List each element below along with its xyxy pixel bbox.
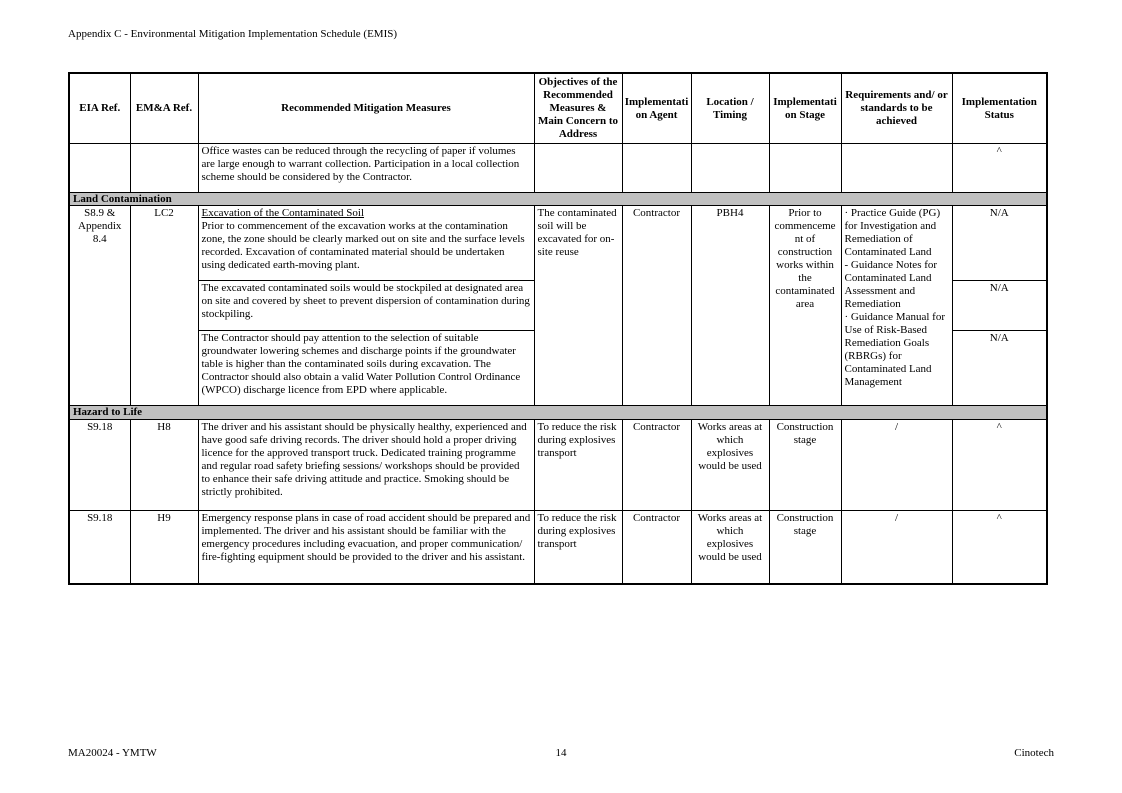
section-label: Hazard to Life [69, 406, 1047, 420]
header-stage: Implementation Stage [769, 73, 841, 144]
measure-body: Prior to commencement of the excavation works at the contamination zone, the zone should be clearly marked out on site and the surface levels recorded. Excavation of contaminated material should be undertaken using dedicated earth-moving plant. [201, 220, 525, 271]
header-agent: Implementation Agent [622, 73, 691, 144]
footer-page-number: 14 [555, 747, 567, 759]
requirement-item: · Practice Guide (PG) for Investigation and Remediation of Contaminated Land [844, 207, 941, 258]
header-ema-ref: EM&A Ref. [130, 73, 198, 144]
cell-empty [841, 144, 952, 193]
header-requirements: Requirements and/ or standards to be achieved [841, 73, 952, 144]
cell-objectives: The contaminated soil will be excavated for on-site reuse [534, 206, 622, 406]
footer-project-ref: MA20024 - YMTW [68, 747, 157, 759]
cell-requirements: / [841, 420, 952, 511]
row-h8 [69, 420, 1047, 511]
cell-ema-ref: H9 [130, 511, 198, 584]
requirement-item: - Guidance Notes for Contaminated Land Assessment and Remediation [844, 259, 938, 310]
header-location: Location / Timing [691, 73, 769, 144]
cell-empty [769, 144, 841, 193]
cell-eia-ref: S9.18 [69, 511, 130, 584]
cell-eia-ref: S9.18 [69, 420, 130, 511]
cell-eia-ref: S8.9 & Appendix 8.4 [69, 206, 130, 406]
footer-company-name: Cinotech [1014, 747, 1054, 759]
table-header-row [69, 73, 1047, 144]
header-status: Implementation Status [952, 73, 1047, 144]
requirement-item: · Guidance Manual for Use of Risk-Based Remediation Goals (RBRGs) for Contaminated Land Management [844, 311, 945, 388]
row-lc2-sub1 [69, 206, 1047, 281]
row-continuation [69, 144, 1047, 193]
section-row-hazard-to-life [69, 406, 1047, 420]
cell-agent: Contractor [622, 511, 691, 584]
cell-measures: The driver and his assistant should be physically healthy, experienced and have good safe driving records. The driver should hold a proper driving licence for the approved transport truck. Dedicated training programme and regular road safety briefing sessions/ workshops should be provided to enhance their safe driving attitude and practice. Smoking should be strictly prohibited. [198, 420, 534, 511]
cell-location: Works areas at which explosives would be used [691, 420, 769, 511]
cell-stage: Construction stage [769, 420, 841, 511]
emis-table [68, 72, 1048, 585]
cell-objectives: To reduce the risk during explosives transport [534, 511, 622, 584]
cell-empty [534, 144, 622, 193]
cell-stage: Construction stage [769, 511, 841, 584]
cell-status: ^ [952, 420, 1047, 511]
cell-ema-ref: H8 [130, 420, 198, 511]
cell-location: Works areas at which explosives would be used [691, 511, 769, 584]
cell-measures: Office wastes can be reduced through the recycling of paper if volumes are large enough to warrant collection. Participation in a local collection scheme should be considered by the Contractor. [198, 144, 534, 193]
cell-measures: Emergency response plans in case of road accident should be prepared and implemented. The driver and his assistant should be familiar with the emergency procedures including evacuation, and proper communication/ fire-fighting equipment should be provided to the driver and his assistant. [198, 511, 534, 584]
cell-location: PBH4 [691, 206, 769, 406]
document-header-title: Appendix C - Environmental Mitigation Implementation Schedule (EMIS) [68, 28, 398, 40]
section-label: Land Contamination [69, 193, 1047, 206]
cell-objectives: To reduce the risk during explosives transport [534, 420, 622, 511]
cell-status: ^ [952, 144, 1047, 193]
cell-empty [69, 144, 130, 193]
row-h9 [69, 511, 1047, 584]
cell-requirements: / [841, 511, 952, 584]
cell-status: ^ [952, 511, 1047, 584]
cell-ema-ref: LC2 [130, 206, 198, 406]
cell-agent: Contractor [622, 206, 691, 406]
cell-stage: Prior to commencement of construction works within the contaminated area [769, 206, 841, 406]
cell-measures: The Contractor should pay attention to the selection of suitable groundwater lowering schemes and discharge points if the groundwater table is higher than the contaminated soils during excavation. The Contractor should also obtain a valid Water Pollution Control Ordinance (WPCO) discharge licence from EPD where applicable. [198, 331, 534, 406]
cell-empty [622, 144, 691, 193]
section-row-land-contamination [69, 193, 1047, 206]
cell-measures: The excavated contaminated soils would be stockpiled at designated area on site and covered by sheet to prevent dispersion of contamination during stockpiling. [198, 281, 534, 331]
header-objectives: Objectives of the Recommended Measures & Main Concern to Address [534, 73, 622, 144]
cell-empty [130, 144, 198, 193]
cell-status: N/A [952, 281, 1047, 331]
cell-requirements [841, 206, 952, 406]
cell-agent: Contractor [622, 420, 691, 511]
cell-empty [691, 144, 769, 193]
header-measures: Recommended Mitigation Measures [198, 73, 534, 144]
cell-measures [198, 206, 534, 281]
cell-status: N/A [952, 206, 1047, 281]
header-eia-ref: EIA Ref. [69, 73, 130, 144]
measure-title: Excavation of the Contaminated Soil [201, 207, 365, 219]
cell-status: N/A [952, 331, 1047, 406]
